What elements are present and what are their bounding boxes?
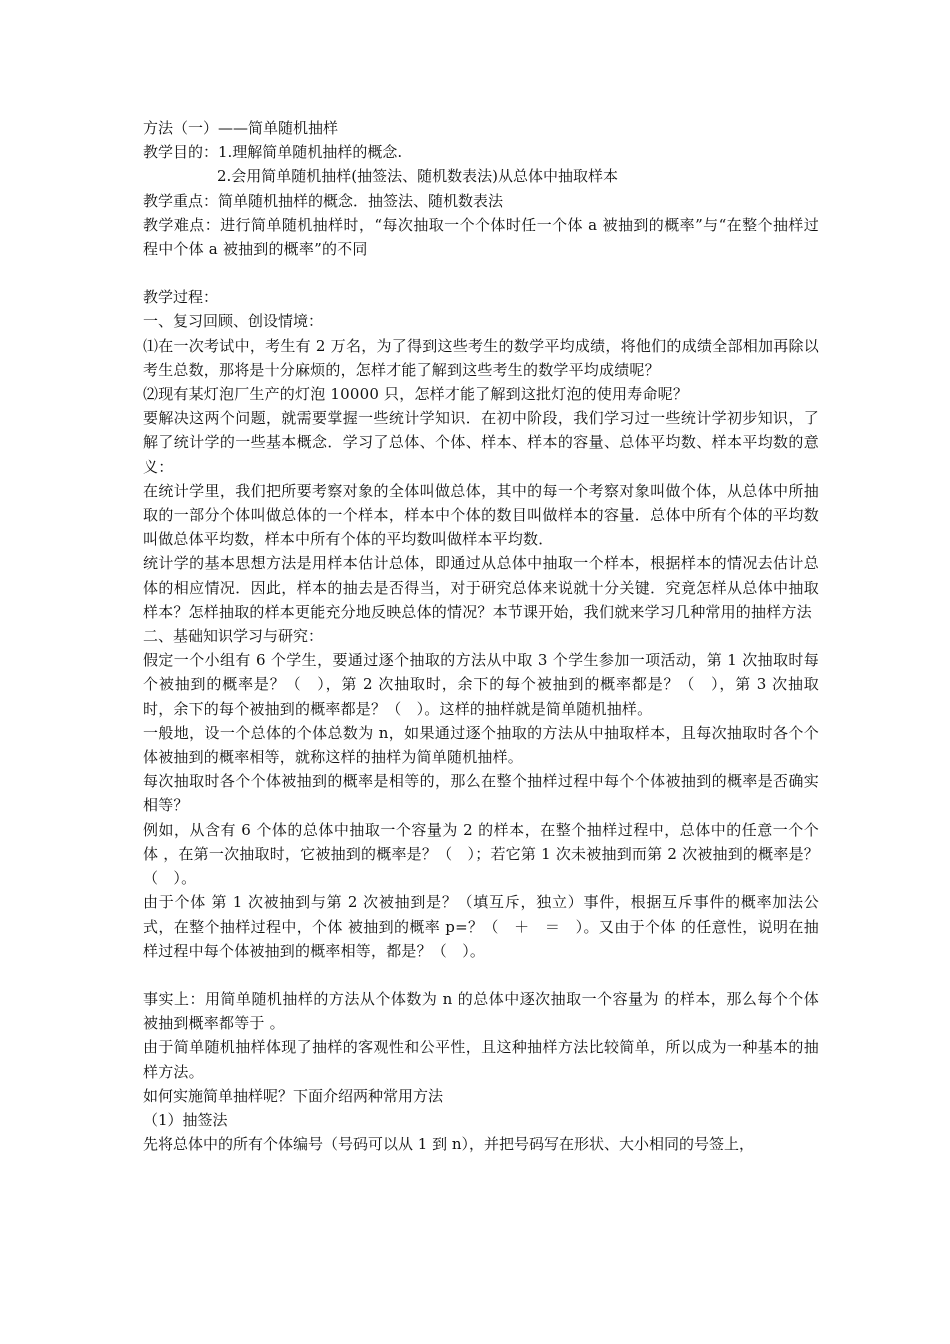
- definitions-paragraph: 在统计学里，我们把所要考察对象的全体叫做总体，其中的每一个考察对象叫做个体，从总体中所抽取的一部分个体叫做总体的一个样本，样本中个体的数目叫做样本的容量．总体中所有个体的平均数叫做总体平均数，样本中所有个体的平均数叫做样本平均数．: [143, 481, 819, 549]
- document-page: [143, 116, 819, 1156]
- probability-question-paragraph: 每次抽取时各个个体被抽到的概率是相等的，那么在整个抽样过程中每个个体被抽到的概率是否确实相等？: [143, 772, 819, 815]
- teaching-focus: 教学重点：简单随机抽样的概念．抽签法、随机数表法: [143, 191, 504, 210]
- question-2: ⑵现有某灯泡厂生产的灯泡 10000 只，怎样才能了解到这批灯泡的使用寿命呢？: [143, 385, 689, 404]
- blank-line: [143, 963, 819, 987]
- fairness-paragraph: 由于简单随机抽样体现了抽样的客观性和公平性，且这种抽样方法比较简单，所以成为一种基本的抽样方法。: [143, 1038, 819, 1081]
- fact-paragraph: 事实上：用简单随机抽样的方法从个体数为 n 的总体中逐次抽取一个容量为 的样本，那么每个个体被抽到概率都等于 。: [143, 989, 819, 1033]
- srs-definition-paragraph: 一般地，设一个总体的个体总数为 n，如果通过逐个抽取的方法从中抽取样本，且每次抽取时各个个体被抽到的概率相等，就称这样的抽样为简单随机抽样。: [143, 723, 819, 767]
- teaching-objective-1: 教学目的：1.理解简单随机抽样的概念.: [143, 143, 403, 162]
- reasoning-paragraph: 由于个体 第 1 次被抽到与第 2 次被抽到是？（填互斥，独立）事件，根据互斥事件的概率加法公式，在整个抽样过程中，个体 被抽到的概率 p=？（ ＋ ＝ ）。又由于个体 的任意性，说明在抽样过程中每个体被抽到的概率相等，都是？（ ）。: [143, 893, 819, 960]
- method-1-paragraph: 先将总体中的所有个体编号（号码可以从 1 到 n），并把号码写在形状、大小相同的号签上，: [143, 1135, 755, 1154]
- how-paragraph: 如何实施简单抽样呢？下面介绍两种常用方法: [143, 1086, 444, 1105]
- document-title: 方法（一）——简单随机抽样: [143, 119, 339, 137]
- teaching-objective-2: 2.会用简单随机抽样(抽签法、随机数表法)从总体中抽取样本: [217, 167, 619, 186]
- section2-heading: 二、基础知识学习与研究：: [143, 627, 324, 646]
- example-2-paragraph: 例如，从含有 6 个体的总体中抽取一个容量为 2 的样本，在整个抽样过程中，总体中的任意一个个体 ，在第一次抽取时，它被抽到的概率是？（ ）；若它第 1 次未被抽到而第 2 次被抽到的概率是？（ ）。: [143, 820, 819, 888]
- method-1-heading: （1）抽签法: [143, 1110, 228, 1129]
- section1-heading: 一、复习回顾、创设情境：: [143, 312, 324, 331]
- question-1: ⑴在一次考试中，考生有 2 万名，为了得到这些考生的数学平均成绩，将他们的成绩全部相加再除以考生总数，那将是十分麻烦的，怎样才能了解到这些考生的数学平均成绩呢？: [143, 336, 819, 379]
- basic-idea-paragraph: 统计学的基本思想方法是用样本估计总体，即通过从总体中抽取一个样本，根据样本的情况去估计总体的相应情况．因此，样本的抽去是否得当，对于研究总体来说就十分关键．究竟怎样从总体中抽取样本？怎样抽取的样本更能充分地反映总体的情况？本节课开始，我们就来学习几种常用的抽样方法: [143, 554, 819, 621]
- blank-line: [143, 261, 819, 285]
- intro-paragraph: 要解决这两个问题，就需要掌握一些统计学知识．在初中阶段，我们学习过一些统计学初步知识，了解了统计学的一些基本概念．学习了总体、个体、样本、样本的容量、总体平均数、样本平均数的意义：: [143, 409, 819, 476]
- process-heading: 教学过程：: [143, 288, 219, 307]
- teaching-difficulty: 教学难点：进行简单随机抽样时，“每次抽取一个个体时任一个体 a 被抽到的概率”与“在整个抽样过程中个体 a 被抽到的概率”的不同: [143, 215, 819, 259]
- example-1-paragraph: 假定一个小组有 6 个学生，要通过逐个抽取的方法从中取 3 个学生参加一项活动，第 1 次抽取时每个被抽到的概率是？（ ），第 2 次抽取时，余下的每个被抽到的概率都是？（ ），第 3 次抽取时，余下的每个被抽到的概率都是？（ ）。这样的抽样就是简单随机抽样。: [143, 651, 819, 718]
